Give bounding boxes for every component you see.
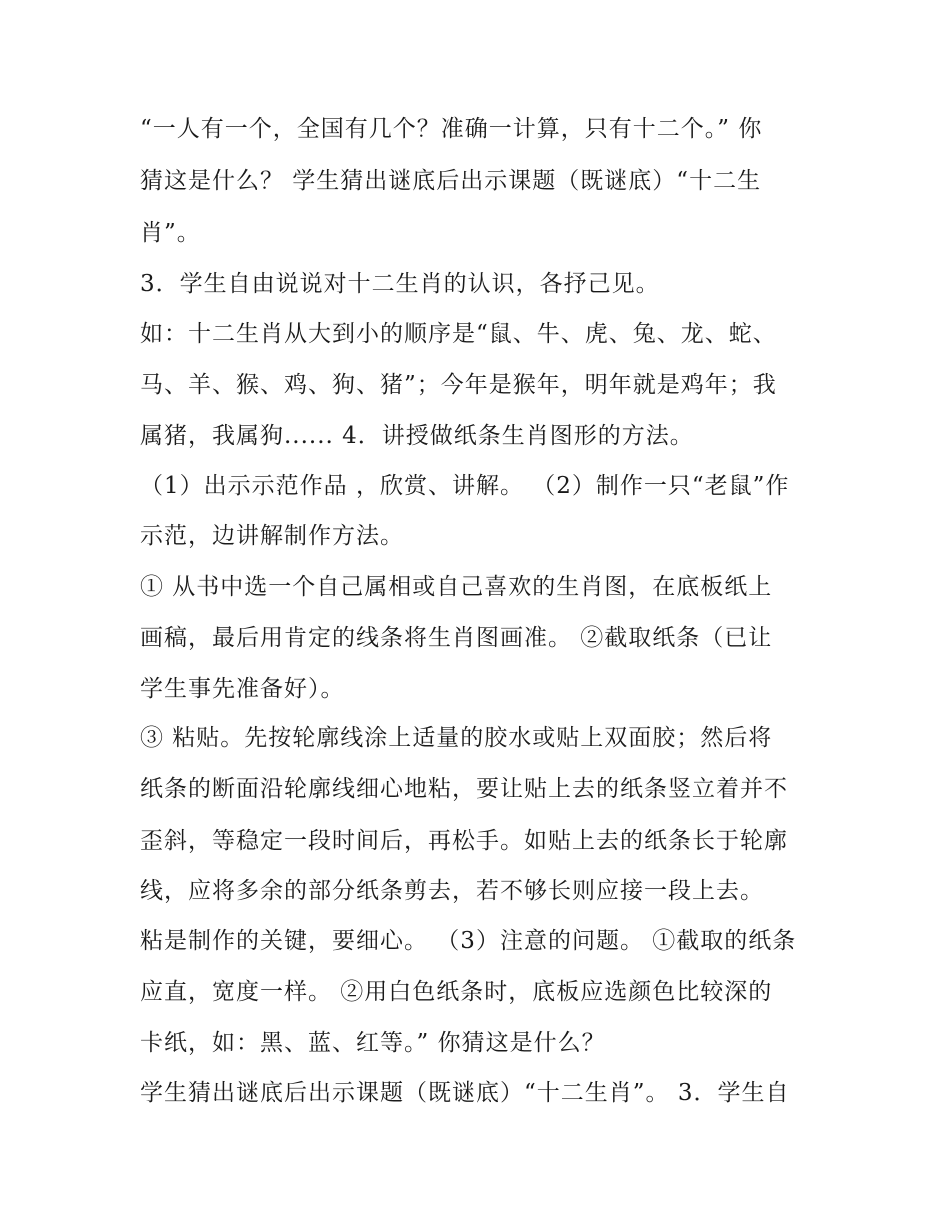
text-line: 属猪，我属狗...... 4．讲授做纸条生肖图形的方法。 — [140, 423, 694, 449]
text-line: 3．学生自由说说对十二生肖的认识，各抒己见。 — [140, 271, 660, 297]
text-line: ① 从书中选一个自己属相或自己喜欢的生肖图，在底板纸上 — [140, 574, 773, 600]
text-line: 如：十二生肖从大到小的顺序是“鼠、牛、虎、兔、龙、蛇、 — [140, 321, 777, 347]
text-line: “一人有一个，全国有几个？准确一计算，只有十二个。” 你 — [140, 116, 763, 142]
text-line: 画稿，最后用肯定的线条将生肖图画准。 ②截取纸条（已让 — [140, 625, 773, 651]
text-line: 歪斜，等稳定一段时间后，再松手。如贴上去的纸条长于轮廓 — [140, 828, 788, 854]
text-line: 纸条的断面沿轮廓线细心地粘，要让贴上去的纸条竖立着并不 — [140, 776, 788, 802]
text-line: 线，应将多余的部分纸条剪去，若不够长则应接一段上去。 — [140, 878, 764, 904]
text-line: 学生猜出谜底后出示课题（既谜底）“十二生肖”。 3．学生自 — [140, 1080, 790, 1106]
text-line: 应直，宽度一样。 ②用白色纸条时，底板应选颜色比较深的 — [140, 979, 773, 1005]
text-line: ③ 粘贴。先按轮廓线涂上适量的胶水或贴上双面胶；然后将 — [140, 725, 773, 751]
text-line: 学生事先准备好）。 — [140, 676, 345, 702]
text-line: （1）出示示范作品 ，欣赏、讲解。 （2）制作一只“老鼠”作 — [140, 473, 790, 499]
text-line: 肖”。 — [140, 220, 201, 246]
text-line: 粘是制作的关键，要细心。 （3）注意的问题。 ①截取的纸条 — [140, 928, 797, 954]
text-line: 猜这是什么？ 学生猜出谜底后出示课题（既谜底）“十二生 — [140, 168, 762, 194]
text-line: 示范，边讲解制作方法。 — [140, 523, 404, 549]
text-line: 马、羊、猴、鸡、狗、猪”；今年是猴年，明年就是鸡年；我 — [140, 372, 777, 398]
text-line: 卡纸，如：黑、蓝、红等。” 你猜这是什么？ — [140, 1030, 606, 1056]
